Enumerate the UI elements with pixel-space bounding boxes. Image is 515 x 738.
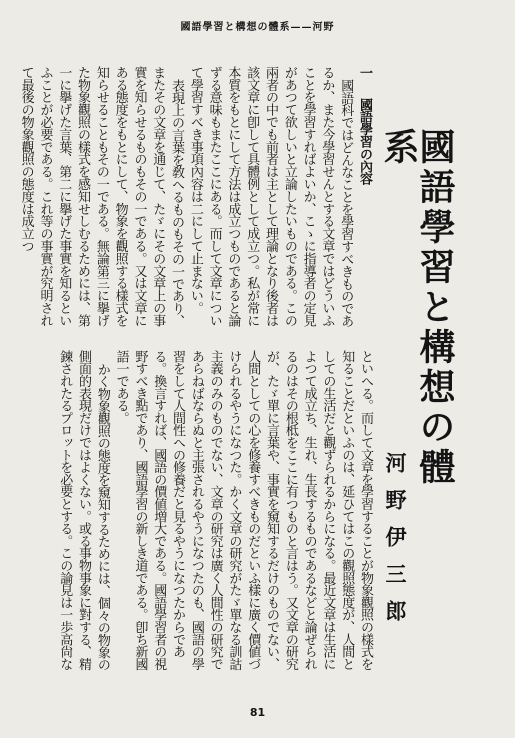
body-paragraph: 國語科ではどんなことを學習すべきものであるか、また今學習せんとする文章ではどういふことを學習すればよいか、こゝに指導者の定見があつて欲しいと立論したいものである。この兩者の中でも前者は主として理論となり後者は該文章に卽して具體例として成立つ。私が常に本質をもとにして方法は成立つものであると論ずる意味もまたここにある。而して文章について學習すべき事項內容は二にして止まない。	[187, 66, 354, 328]
section-heading	[354, 66, 373, 328]
article-title: 國語學習と構想の體系	[378, 128, 456, 488]
page-number: 81	[249, 706, 266, 719]
section-number: 一	[357, 66, 372, 79]
body-paragraph: といへる。而して文章を學習することが物象觀照の樣式を知ることだといふのは、延ひてはこの觀照態度が、人間としての生活だと觀ずられるからになる。最近文章は生活によつて成立ち、生れ、生長するものであるなどと論ぜられるのはその根柢をここに有つものと言はう。又文章の研究が、たゞ單に言葉や、事實を窺知するだけのものでない、人間としての心を修養すべきものだといふ樣に廣く價値づけられるやうになつた。かく文章の研究がたゞ單なる訓詁主義のみのものでない、文章の研究は廣く人間性の研究であらねばならぬと主張されるやうになつたのも、國語の學習をして人間性への修養だと見るやうになつたからである。換言すれば、國語の價値増大である。國語學習者の視野すべき點であり、國語學習の新しき道である。卽ち新國語一である。	[113, 350, 373, 670]
section-title: 國語學習の內容	[357, 97, 372, 185]
upper-text-block	[18, 66, 373, 328]
running-head: 國語學習と構想の體系——河野	[180, 22, 335, 33]
body-paragraph: 表現上の言葉を敎へるものもその一であり、またその文章を通じて、たゞにその文章上の事實を知らせるものもその一である。又は文章にある態度をもとにして、物象を觀照する樣式を知らせることもその一である。無論第三に擧げた物象觀照の樣式を感知せしむるためには、第一に擧げた言葉、第二に擧げた事實を知るといふことが必要である。これ等の事實が究明されて最後の物象觀照の態度は成立つ	[18, 66, 185, 328]
author-name: 河野伊三郎	[383, 452, 408, 637]
body-paragraph: かく物象觀照の態度を窺知するためには、個々の物象の側面的表現だけではよくない。或る事物事象に對する、精鍊されたるプロットを必要とする。この論見は一歩高尙な	[57, 350, 110, 671]
lower-text-block	[57, 350, 374, 675]
